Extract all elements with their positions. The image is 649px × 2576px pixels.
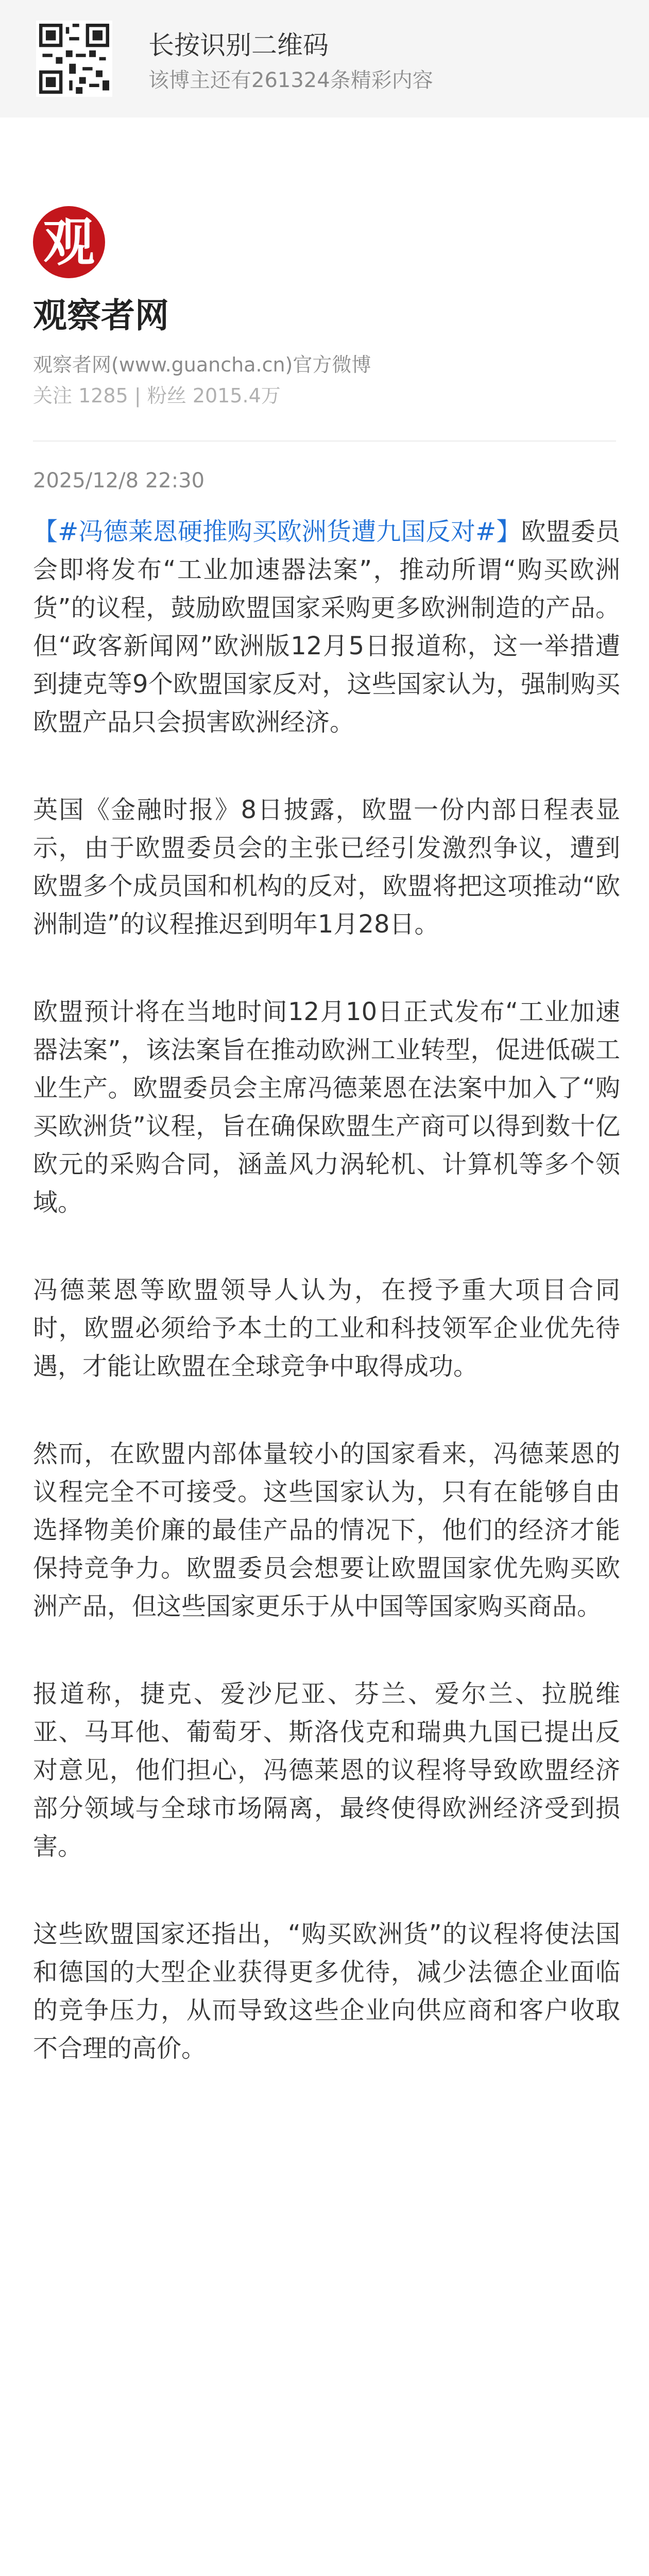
paragraph-text: 欧盟委员会即将发布“工业加速器法案”，推动所谓“购买欧洲货”的议程，鼓励欧盟国家采购更多欧洲制造的产品。但“政客新闻网”欧洲版12月5日报道称，这一举措遭到捷克等9个欧盟国家反对，这些国家认为，强制购买欧盟产品只会损害欧洲经济。 (33, 517, 620, 737)
hashtag-link[interactable]: 【#冯德莱恩硬推购买欧洲货遭九国反对#】 (33, 517, 521, 546)
banner-title: 长按识别二维码 (148, 30, 329, 60)
profile-stats: 关注 1285 | 粉丝 2015.4万 (33, 384, 281, 407)
profile-description: 观察者网(www.guancha.cn)官方微博 (33, 353, 371, 376)
top-banner (0, 0, 649, 117)
post-body (33, 513, 620, 2067)
post-paragraph: 报道称，捷克、爱沙尼亚、芬兰、爱尔兰、拉脱维亚、马耳他、葡萄牙、斯洛伐克和瑞典九国已提出反对意见，他们担心，冯德莱恩的议程将导致欧盟经济部分领域与全球市场隔离，最终使得欧洲经济受到损害。 (33, 1680, 620, 1861)
post-paragraph: 然而，在欧盟内部体量较小的国家看来，冯德莱恩的议程完全不可接受。这些国家认为，只有在能够自由选择物美价廉的最佳产品的情况下，他们的经济才能保持竞争力。欧盟委员会想要让欧盟国家优先购买欧洲产品，但这些国家更乐于从中国等国家购买商品。 (33, 1439, 620, 1621)
banner-subtitle: 该博主还有261324条精彩内容 (148, 69, 433, 92)
avatar-logo: 观 (43, 212, 95, 273)
avatar[interactable] (33, 206, 105, 278)
profile-name[interactable]: 观察者网 (33, 296, 169, 335)
divider (33, 440, 616, 442)
qr-code-icon (39, 24, 109, 94)
banner-text (148, 29, 433, 95)
post-time: 2025/12/8 22:30 (33, 469, 205, 493)
post-paragraph: 冯德莱恩等欧盟领导人认为，在授予重大项目合同时，欧盟必须给予本土的工业和科技领军企业优先待遇，才能让欧盟在全球竞争中取得成功。 (33, 1276, 620, 1381)
post-paragraph: 英国《金融时报》8日披露，欧盟一份内部日程表显示，由于欧盟委员会的主张已经引发激烈争议，遭到欧盟多个成员国和机构的反对，欧盟将把这项推动“欧洲制造”的议程推迟到明年1月28日。 (33, 795, 620, 939)
post-paragraph (33, 513, 620, 741)
qr-code-small[interactable] (36, 21, 112, 97)
post-paragraph: 欧盟预计将在当地时间12月10日正式发布“工业加速器法案”，该法案旨在推动欧洲工业转型，促进低碳工业生产。欧盟委员会主席冯德莱恩在法案中加入了“购买欧洲货”议程，旨在确保欧盟生产商可以得到数十亿欧元的采购合同，涵盖风力涡轮机、计算机等多个领域。 (33, 997, 620, 1217)
post-paragraph: 这些欧盟国家还指出，“购买欧洲货”的议程将使法国和德国的大型企业获得更多优待，减少法德企业面临的竞争压力，从而导致这些企业向供应商和客户收取不合理的高价。 (33, 1920, 620, 2063)
